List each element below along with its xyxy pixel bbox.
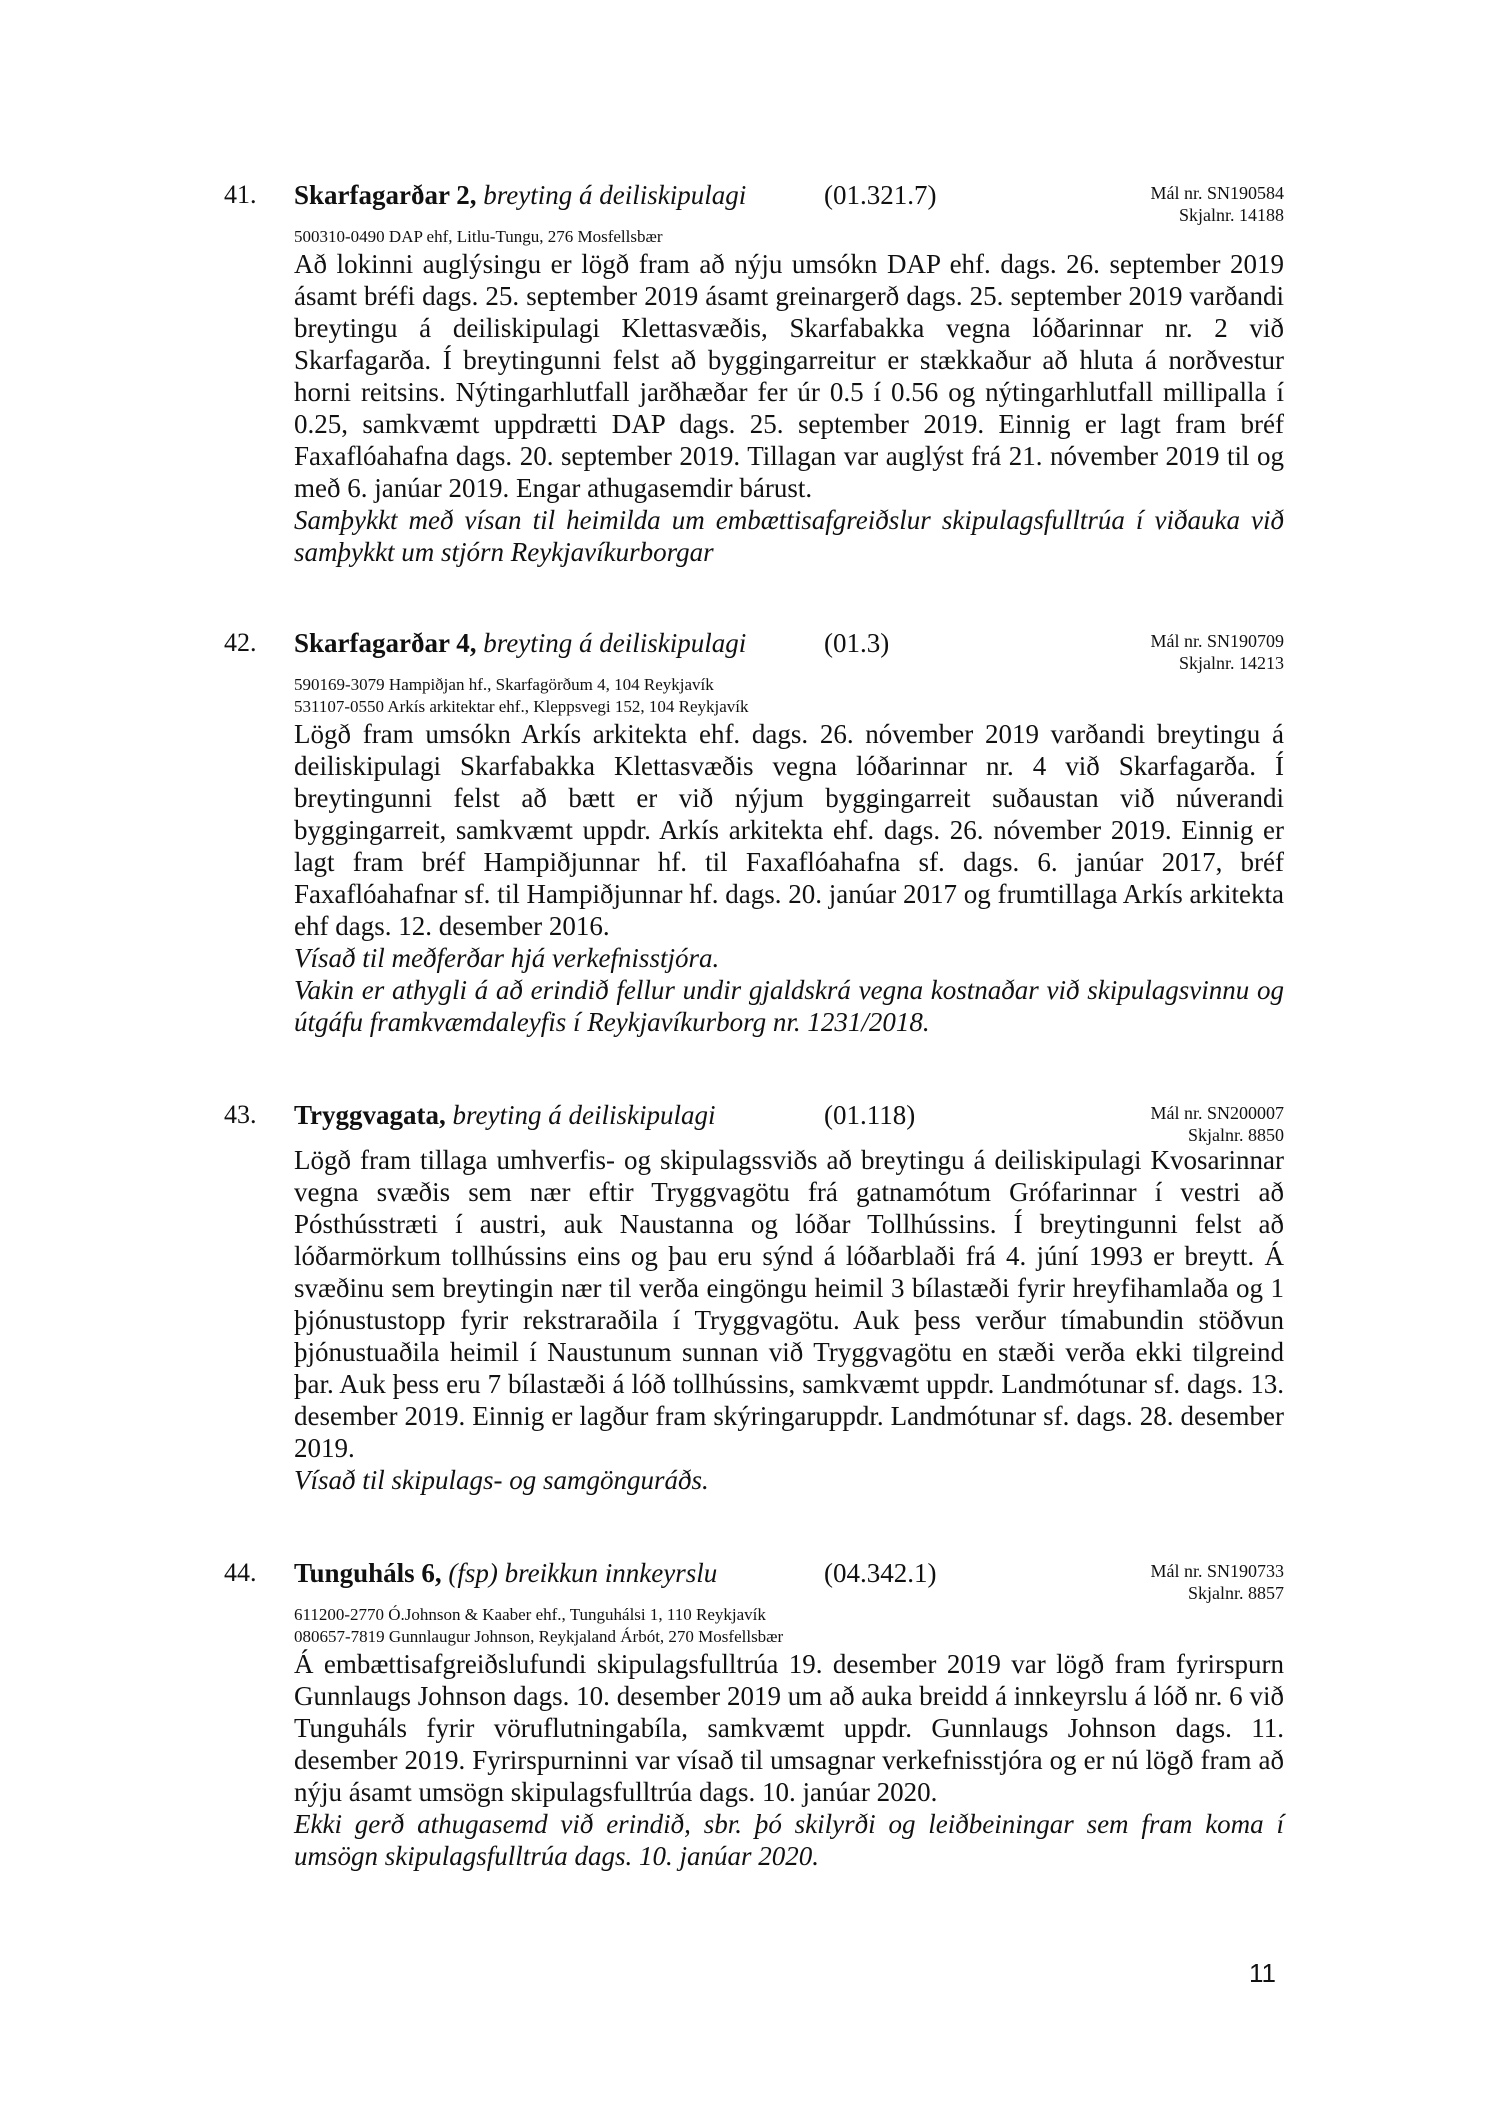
item-body <box>294 248 1284 568</box>
case-reference <box>1150 1560 1284 1604</box>
applicant: 531107-0550 Arkís arkitektar ehf., Kleppsvegi 152, 104 Reykjavík <box>294 697 749 716</box>
land-code: (01.3) <box>824 628 890 658</box>
item-heading <box>294 1100 715 1131</box>
document-number: Skjalnr. 8857 <box>1187 1583 1284 1603</box>
item-subtitle: breyting á deiliskipulagi <box>483 180 747 210</box>
item-heading <box>294 180 746 211</box>
item-decision: Vakin er athygli á að erindið fellur undir gjaldskrá vegna kostnaðar við skipulagsvinnu og útgáfu framkvæmdaleyfis í Reykjavíkurborg nr. 1231/2018. <box>294 975 1284 1037</box>
item-heading <box>294 628 746 659</box>
item-number: 41. <box>224 180 257 209</box>
land-code: (04.342.1) <box>824 1558 937 1588</box>
item-decision: Vísað til meðferðar hjá verkefnisstjóra. <box>294 943 720 973</box>
applicants <box>294 226 663 248</box>
case-number: Mál nr. SN190584 <box>1150 183 1284 203</box>
item-description: Lögð fram umsókn Arkís arkitekta ehf. dags. 26. nóvember 2019 varðandi breytingu á deiliskipulagi Skarfabakka Klettasvæðis vegna lóðarinnar nr. 4 við Skarfagarða. Í breytingunni felst að bætt er við nýjum byggingarreit suðaustan við núverandi byggingarreit, samkvæmt uppdr. Arkís arkitekta ehf. dags. 26. nóvember 2019. Einnig er lagt fram bréf Hampiðjunnar hf. til Faxaflóahafna sf. dags. 6. janúar 2017, bréf Faxaflóahafnar sf. til Hampiðjunnar hf. dags. 20. janúar 2017 og frumtillaga Arkís arkitekta ehf dags. 12. desember 2016. <box>294 719 1284 941</box>
case-number: Mál nr. SN200007 <box>1150 1103 1284 1123</box>
item-title: Tryggvagata, <box>294 1100 446 1130</box>
item-subtitle: (fsp) breikkun innkeyrslu <box>448 1558 718 1588</box>
case-reference <box>1150 182 1284 226</box>
item-title: Skarfagarðar 2, <box>294 180 477 210</box>
case-reference <box>1150 1102 1284 1146</box>
item-number: 43. <box>224 1100 257 1129</box>
case-reference <box>1150 630 1284 674</box>
item-decision: Vísað til skipulags- og samgönguráðs. <box>294 1465 709 1495</box>
land-code: (01.321.7) <box>824 180 937 210</box>
item-body <box>294 1648 1284 1872</box>
applicant: 080657-7819 Gunnlaugur Johnson, Reykjaland Árbót, 270 Mosfellsbær <box>294 1627 784 1646</box>
item-decision: Ekki gerð athugasemd við erindið, sbr. þó skilyrði og leiðbeiningar sem fram koma í umsögn skipulagsfulltrúa dags. 10. janúar 2020. <box>294 1809 1284 1871</box>
land-code: (01.118) <box>824 1100 916 1130</box>
item-heading <box>294 1558 717 1589</box>
item-title: Skarfagarðar 4, <box>294 628 477 658</box>
document-number: Skjalnr. 8850 <box>1187 1125 1284 1145</box>
applicants <box>294 1604 783 1648</box>
document-number: Skjalnr. 14188 <box>1178 205 1284 225</box>
applicants <box>294 674 749 718</box>
item-description: Að lokinni auglýsingu er lögð fram að nýju umsókn DAP ehf. dags. 26. september 2019 ásamt bréfi dags. 25. september 2019 ásamt greinargerð dags. 25. september 2019 varðandi breytingu á deiliskipulagi Klettasvæðis, Skarfabakka vegna lóðarinnar nr. 2 við Skarfagarða. Í breytingunni felst að byggingarreitur er stækkaður að hluta á norðvestur horni reitsins. Nýtingarhlutfall jarðhæðar fer úr 0.5 í 0.56 og nýtingarhlutfall millipalla í 0.25, samkvæmt uppdrætti DAP dags. 25. september 2019. Einnig er lagt fram bréf Faxaflóahafna dags. 20. september 2019. Tillagan var auglýst frá 21. nóvember 2019 til og með 6. janúar 2019. Engar athugasemdir bárust. <box>294 249 1284 503</box>
applicant: 611200-2770 Ó.Johnson & Kaaber ehf., Tunguhálsi 1, 110 Reykjavík <box>294 1605 766 1624</box>
case-number: Mál nr. SN190733 <box>1150 1561 1284 1581</box>
item-subtitle: breyting á deiliskipulagi <box>483 628 747 658</box>
item-title: Tunguháls 6, <box>294 1558 442 1588</box>
item-decision: Samþykkt með vísan til heimilda um embættisafgreiðslur skipulagsfulltrúa í viðauka við samþykkt um stjórn Reykjavíkurborgar <box>294 505 1284 567</box>
page-number: 11 <box>1249 1958 1276 1988</box>
item-number: 44. <box>224 1558 257 1587</box>
applicant: 590169-3079 Hampiðjan hf., Skarfagörðum 4, 104 Reykjavík <box>294 675 714 694</box>
item-description: Lögð fram tillaga umhverfis- og skipulagssviðs að breytingu á deiliskipulagi Kvosarinnar vegna svæðis sem nær eftir Tryggvagötu frá gatnamótum Grófarinnar í vestri að Pósthússtræti í austri, auk Naustanna og lóðar Tollhússins. Í breytingunni felst að lóðarmörkum tollhússins eins og þau eru sýnd á lóðarblaði frá 4. júní 1993 er breytt. Á svæðinu sem breytingin nær til verða eingöngu heimil 3 bílastæði fyrir hreyfihamlaða og 1 þjónustustopp fyrir rekstraraðila í Tryggvagötu. Auk þess verður tímabundin stöðvun þjónustuaðila heimil í Naustunum sunnan við Tryggvagötu en stæði verða ekki tilgreind þar. Auk þess eru 7 bílastæði á lóð tollhússins, samkvæmt uppdr. Landmótunar sf. dags. 13. desember 2019. Einnig er lagður fram skýringaruppdr. Landmótunar sf. dags. 28. desember 2019. <box>294 1145 1284 1463</box>
item-subtitle: breyting á deiliskipulagi <box>452 1100 716 1130</box>
applicant: 500310-0490 DAP ehf, Litlu-Tungu, 276 Mosfellsbær <box>294 227 663 246</box>
item-body <box>294 1144 1284 1496</box>
item-description: Á embættisafgreiðslufundi skipulagsfulltrúa 19. desember 2019 var lögð fram fyrirspurn Gunnlaugs Johnson dags. 10. desember 2019 um að auka breidd á innkeyrslu á lóð nr. 6 við Tunguháls fyrir vöruflutningabíla, samkvæmt uppdr. Gunnlaugs Johnson dags. 11. desember 2019. Fyrirspurninni var vísað til umsagnar verkefnisstjóra og er nú lögð fram að nýju ásamt umsögn skipulagsfulltrúa dags. 10. janúar 2020. <box>294 1649 1284 1807</box>
item-number: 42. <box>224 628 257 657</box>
document-number: Skjalnr. 14213 <box>1178 653 1284 673</box>
case-number: Mál nr. SN190709 <box>1150 631 1284 651</box>
item-body <box>294 718 1284 1038</box>
